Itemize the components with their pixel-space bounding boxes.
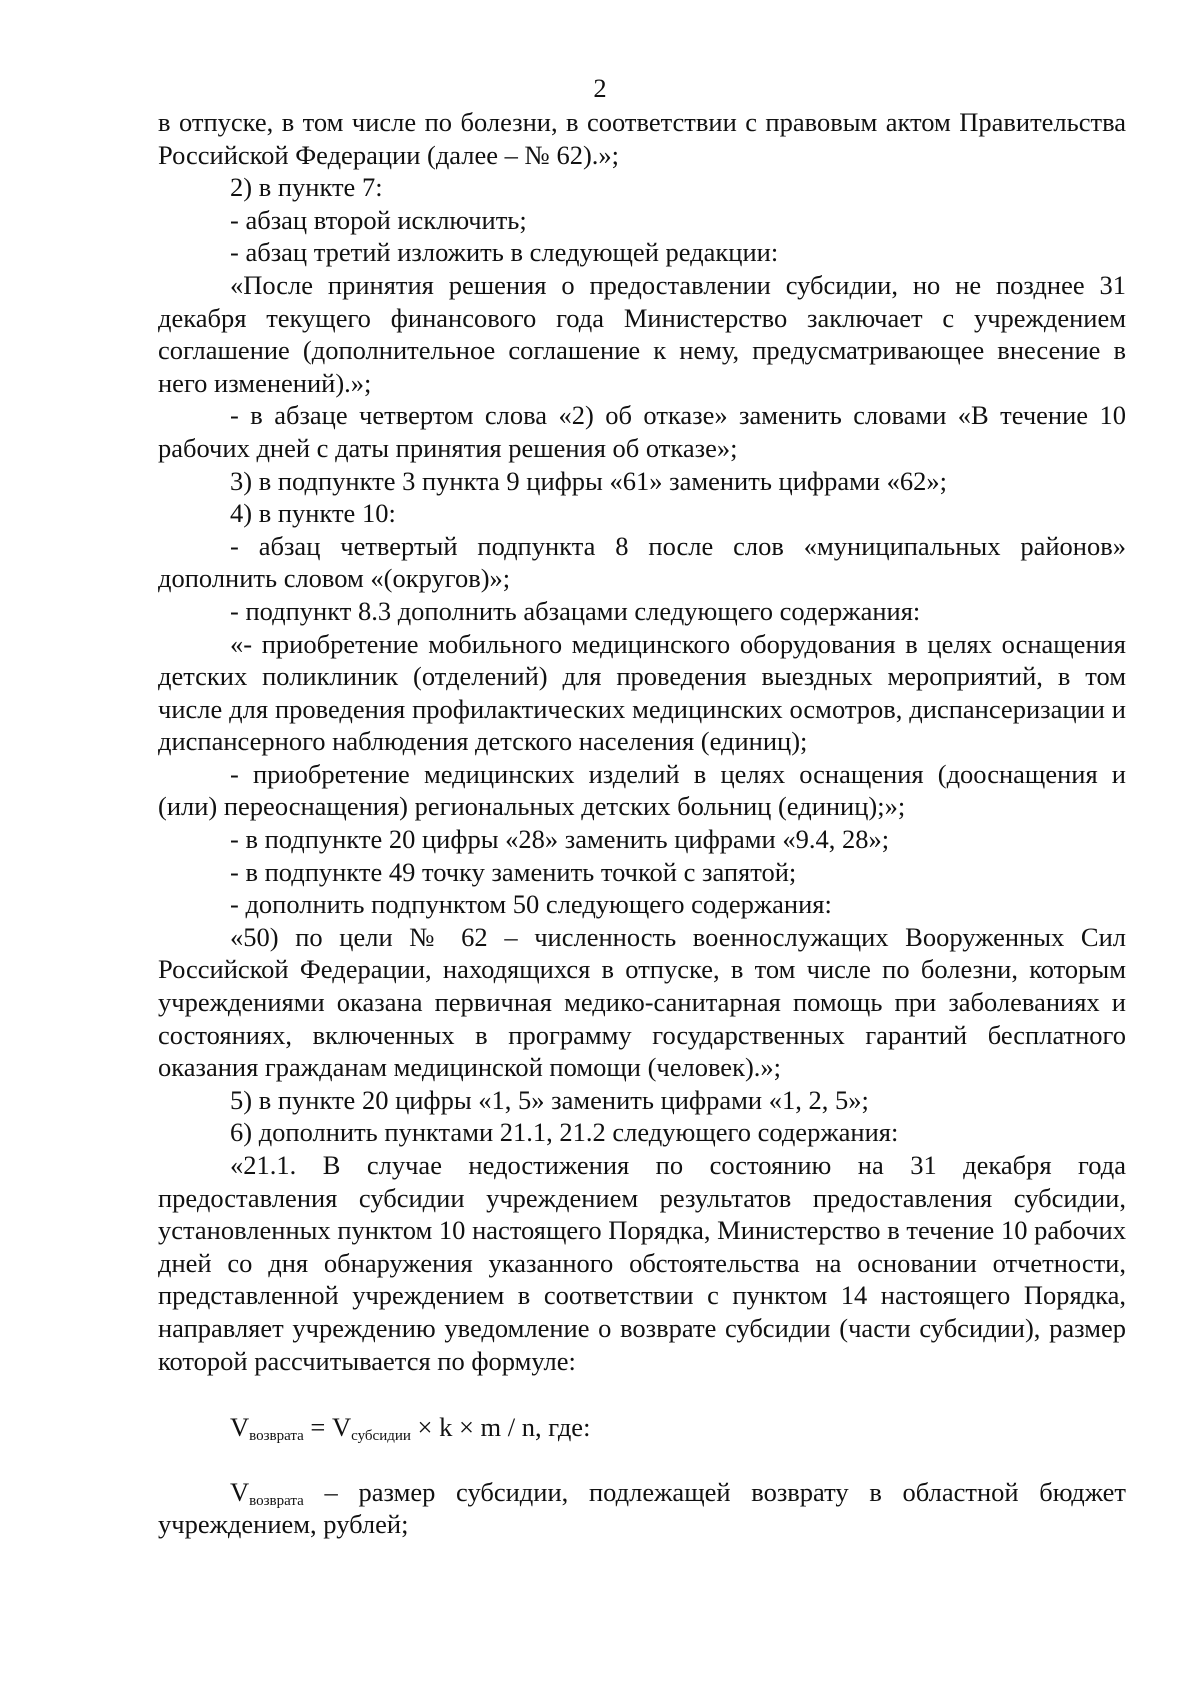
paragraph-11: «- приобретение мобильного медицинского оборудования в целях оснащения детских поликлиник (отделений) для проведения выездных мероприятий, в том числе для проведения профилактических медицинских осмотров, диспансеризации и диспансерного наблюдения детского населения (единиц); bbox=[158, 628, 1126, 757]
formula-v-return: V bbox=[230, 1412, 250, 1443]
document-body bbox=[158, 106, 1126, 1541]
paragraph-17: 5) в пункте 20 цифры «1, 5» заменить цифрами «1, 2, 5»; bbox=[230, 1084, 869, 1115]
paragraph-1: в отпуске, в том числе по болезни, в соответствии с правовым актом Правительства Российской Федерации (далее – № 62).»; bbox=[158, 107, 1126, 170]
paragraph-8: 4) в пункте 10: bbox=[230, 498, 396, 529]
formula-v-return-subscript: возврата bbox=[249, 1428, 304, 1445]
definition-text: – размер субсидии, подлежащей возврату в областной бюджет учреждением, рублей; bbox=[158, 1476, 1126, 1540]
formula-equals: = bbox=[303, 1412, 332, 1443]
paragraph-7: 3) в подпункте 3 пункта 9 цифры «61» заменить цифрами «62»; bbox=[230, 465, 948, 496]
paragraph-6: - в абзаце четвертом слова «2) об отказе» заменить словами «В течение 10 рабочих дней с даты принятия решения об отказе»; bbox=[158, 400, 1126, 463]
definition-v-return-subscript: возврата bbox=[249, 1492, 304, 1509]
formula-v-subsidy-subscript: субсидии bbox=[351, 1428, 411, 1445]
paragraph-18: 6) дополнить пунктами 21.1, 21.2 следующего содержания: bbox=[230, 1117, 899, 1148]
return-formula bbox=[158, 1411, 1126, 1444]
page-number: 2 bbox=[593, 73, 607, 103]
paragraph-14: - в подпункте 49 точку заменить точкой с запятой; bbox=[230, 856, 797, 887]
paragraph-3: - абзац второй исключить; bbox=[230, 204, 527, 235]
definition-v-return: V bbox=[230, 1476, 250, 1507]
paragraph-13: - в подпункте 20 цифры «28» заменить цифрами «9.4, 28»; bbox=[230, 824, 890, 855]
paragraph-12: - приобретение медицинских изделий в целях оснащения (дооснащения и (или) переоснащения) региональных детских больниц (единиц);»; bbox=[158, 758, 1126, 822]
paragraph-2: 2) в пункте 7: bbox=[230, 172, 383, 203]
paragraph-5: «После принятия решения о предоставлении субсидии, но не позднее 31 декабря текущего финансового года Министерство заключает с учреждением соглашение (дополнительное соглашение к нему, предусматривающее внесение в него изменений).»; bbox=[158, 269, 1126, 398]
formula-v-subsidy: V bbox=[332, 1412, 352, 1443]
paragraph-19: «21.1. В случае недостижения по состоянию на 31 декабря года предоставления субсидии учреждением результатов предоставления субсидии, установленных пунктом 10 настоящего Порядка, Министерство в течение 10 рабочих дней со дня обнаружения указанного обстоятельства на основании отчетности, представленной учреждением в соответствии с пунктом 14 настоящего Порядка, направляет учреждению уведомление о возврате субсидии (части субсидии), размер которой рассчитывается по формуле: bbox=[158, 1150, 1126, 1376]
paragraph-10: - подпункт 8.3 дополнить абзацами следующего содержания: bbox=[230, 595, 921, 626]
paragraph-15: - дополнить подпунктом 50 следующего содержания: bbox=[230, 889, 832, 920]
paragraph-16: «50) по цели № 62 – численность военнослужащих Вооруженных Сил Российской Федерации, находящихся в отпуске, в том числе по болезни, которым учреждениями оказана первичная медико-санитарная помощь при заболеваниях и состояниях, включенных в программу государственных гарантий бесплатного оказания гражданам медицинской помощи (человек).»; bbox=[158, 921, 1126, 1083]
paragraph-4: - абзац третий изложить в следующей редакции: bbox=[230, 237, 779, 268]
formula-rest: × k × m / n, где: bbox=[410, 1412, 591, 1443]
paragraph-9: - абзац четвертый подпункта 8 после слов «муниципальных районов» дополнить словом «(округов)»; bbox=[158, 530, 1126, 594]
formula-definition bbox=[158, 1476, 1126, 1541]
